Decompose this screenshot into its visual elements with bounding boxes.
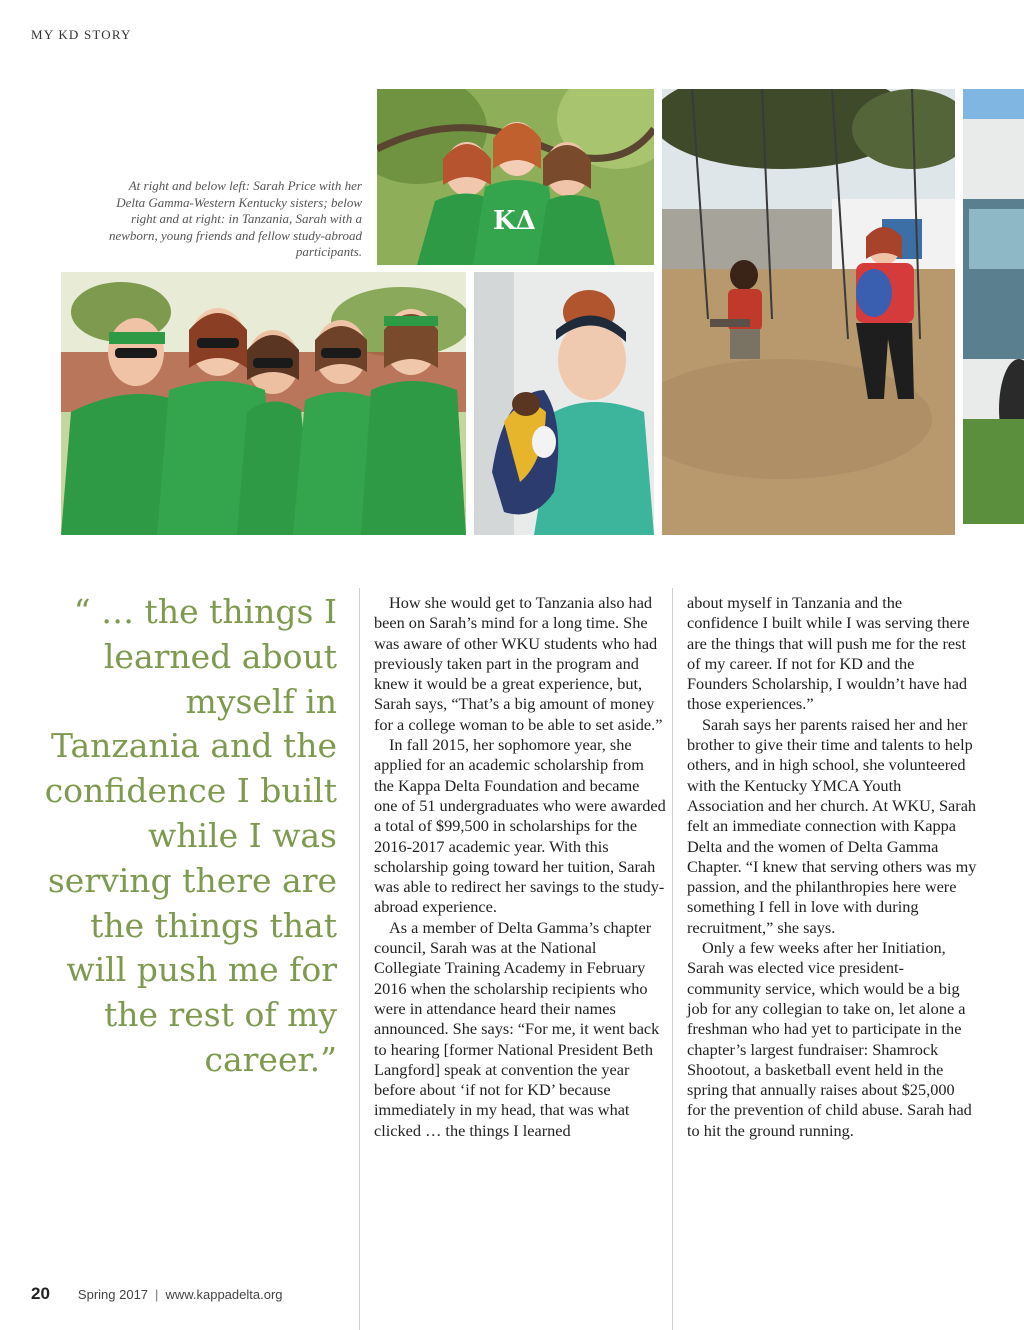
body-column-right xyxy=(687,593,977,1141)
paragraph: How she would get to Tanzania also had been on Sarah’s mind for a long time. She was aware of other WKU students who had previously taken part in the program and knew it would be a great experience, but, Sarah says, “That’s a big amount of money for a college woman to be able to set aside.” xyxy=(374,593,663,734)
page-footer xyxy=(31,1284,283,1304)
page-number: 20 xyxy=(31,1284,50,1303)
body-column-middle xyxy=(374,593,666,1141)
website-link[interactable]: www.kappadelta.org xyxy=(165,1287,283,1302)
section-label: MY KD STORY xyxy=(31,27,132,42)
paragraph: As a member of Delta Gamma’s chapter council, Sarah was at the National Collegiate Training Academy in February 2016 when the scholarship recipients who were in attendance heard their names announced. She says: “For me, it went back to hearing [former National President Beth Langford] speak at convention the year before about ‘if not for KD’ because immediately in my head, that was what clicked … the things I learned xyxy=(374,917,660,1140)
shirt-letters: ΚΔ xyxy=(493,206,536,236)
footer-separator: | xyxy=(155,1287,159,1302)
photo-swings xyxy=(662,89,955,535)
paragraph: about myself in Tanzania and the confidence I built while I was serving there are the things that will push me for the rest of my career. If not for KD and the Founders Scholarship, I wouldn’t have had those experiences.” xyxy=(687,593,970,714)
issue-label: Spring 2017 xyxy=(77,1287,149,1302)
paragraph: In fall 2015, her sophomore year, she applied for an academic scholarship from the Kappa Delta Foundation and became one of 51 undergraduates who were awarded a total of $99,500 in scholarships for the 2016-2017 academic year. With this scholarship going toward her tuition, Sarah was able to redirect her savings to the study-abroad experience. xyxy=(374,735,666,917)
paragraph: Sarah says her parents raised her and her brother to give their time and talents to help others, and in high school, she volunteered with the Kentucky YMCA Youth Association and her church. At WKU, Sarah felt an immediate connection with Kappa Delta and the women of Delta Gamma Chapter. “I knew that serving others was my passion, and the philanthropies here were something I fell in love with during recruitment,” she says. xyxy=(687,714,977,937)
photo-three-sisters xyxy=(377,89,654,265)
photo-building-edge xyxy=(963,89,1024,524)
pull-quote: “ … the things I learned about myself in Tanzania and the confidence I built while I was serving there are the things that will push me for the rest of my career.” xyxy=(44,592,337,1079)
column-divider-right xyxy=(672,588,673,1330)
column-divider-left xyxy=(359,588,360,1330)
photo-newborn xyxy=(474,272,654,535)
photo-five-sisters xyxy=(61,272,466,535)
paragraph: Only a few weeks after her Initiation, Sarah was elected vice president-community service, which would be a big job for any collegian to take on, let alone a freshman who had yet to participate in the chapter’s largest fundraiser: Shamrock Shootout, a basketball event held in the spring that annually raises about $25,000 for the prevention of child abuse. Sarah had to hit the ground running. xyxy=(687,938,972,1140)
photo-caption: At right and below left: Sarah Price with her Delta Gamma-Western Kentucky sisters; below right and at right: in Tanzania, Sarah with a newborn, young friends and fellow study-abroad participants. xyxy=(108,178,362,259)
